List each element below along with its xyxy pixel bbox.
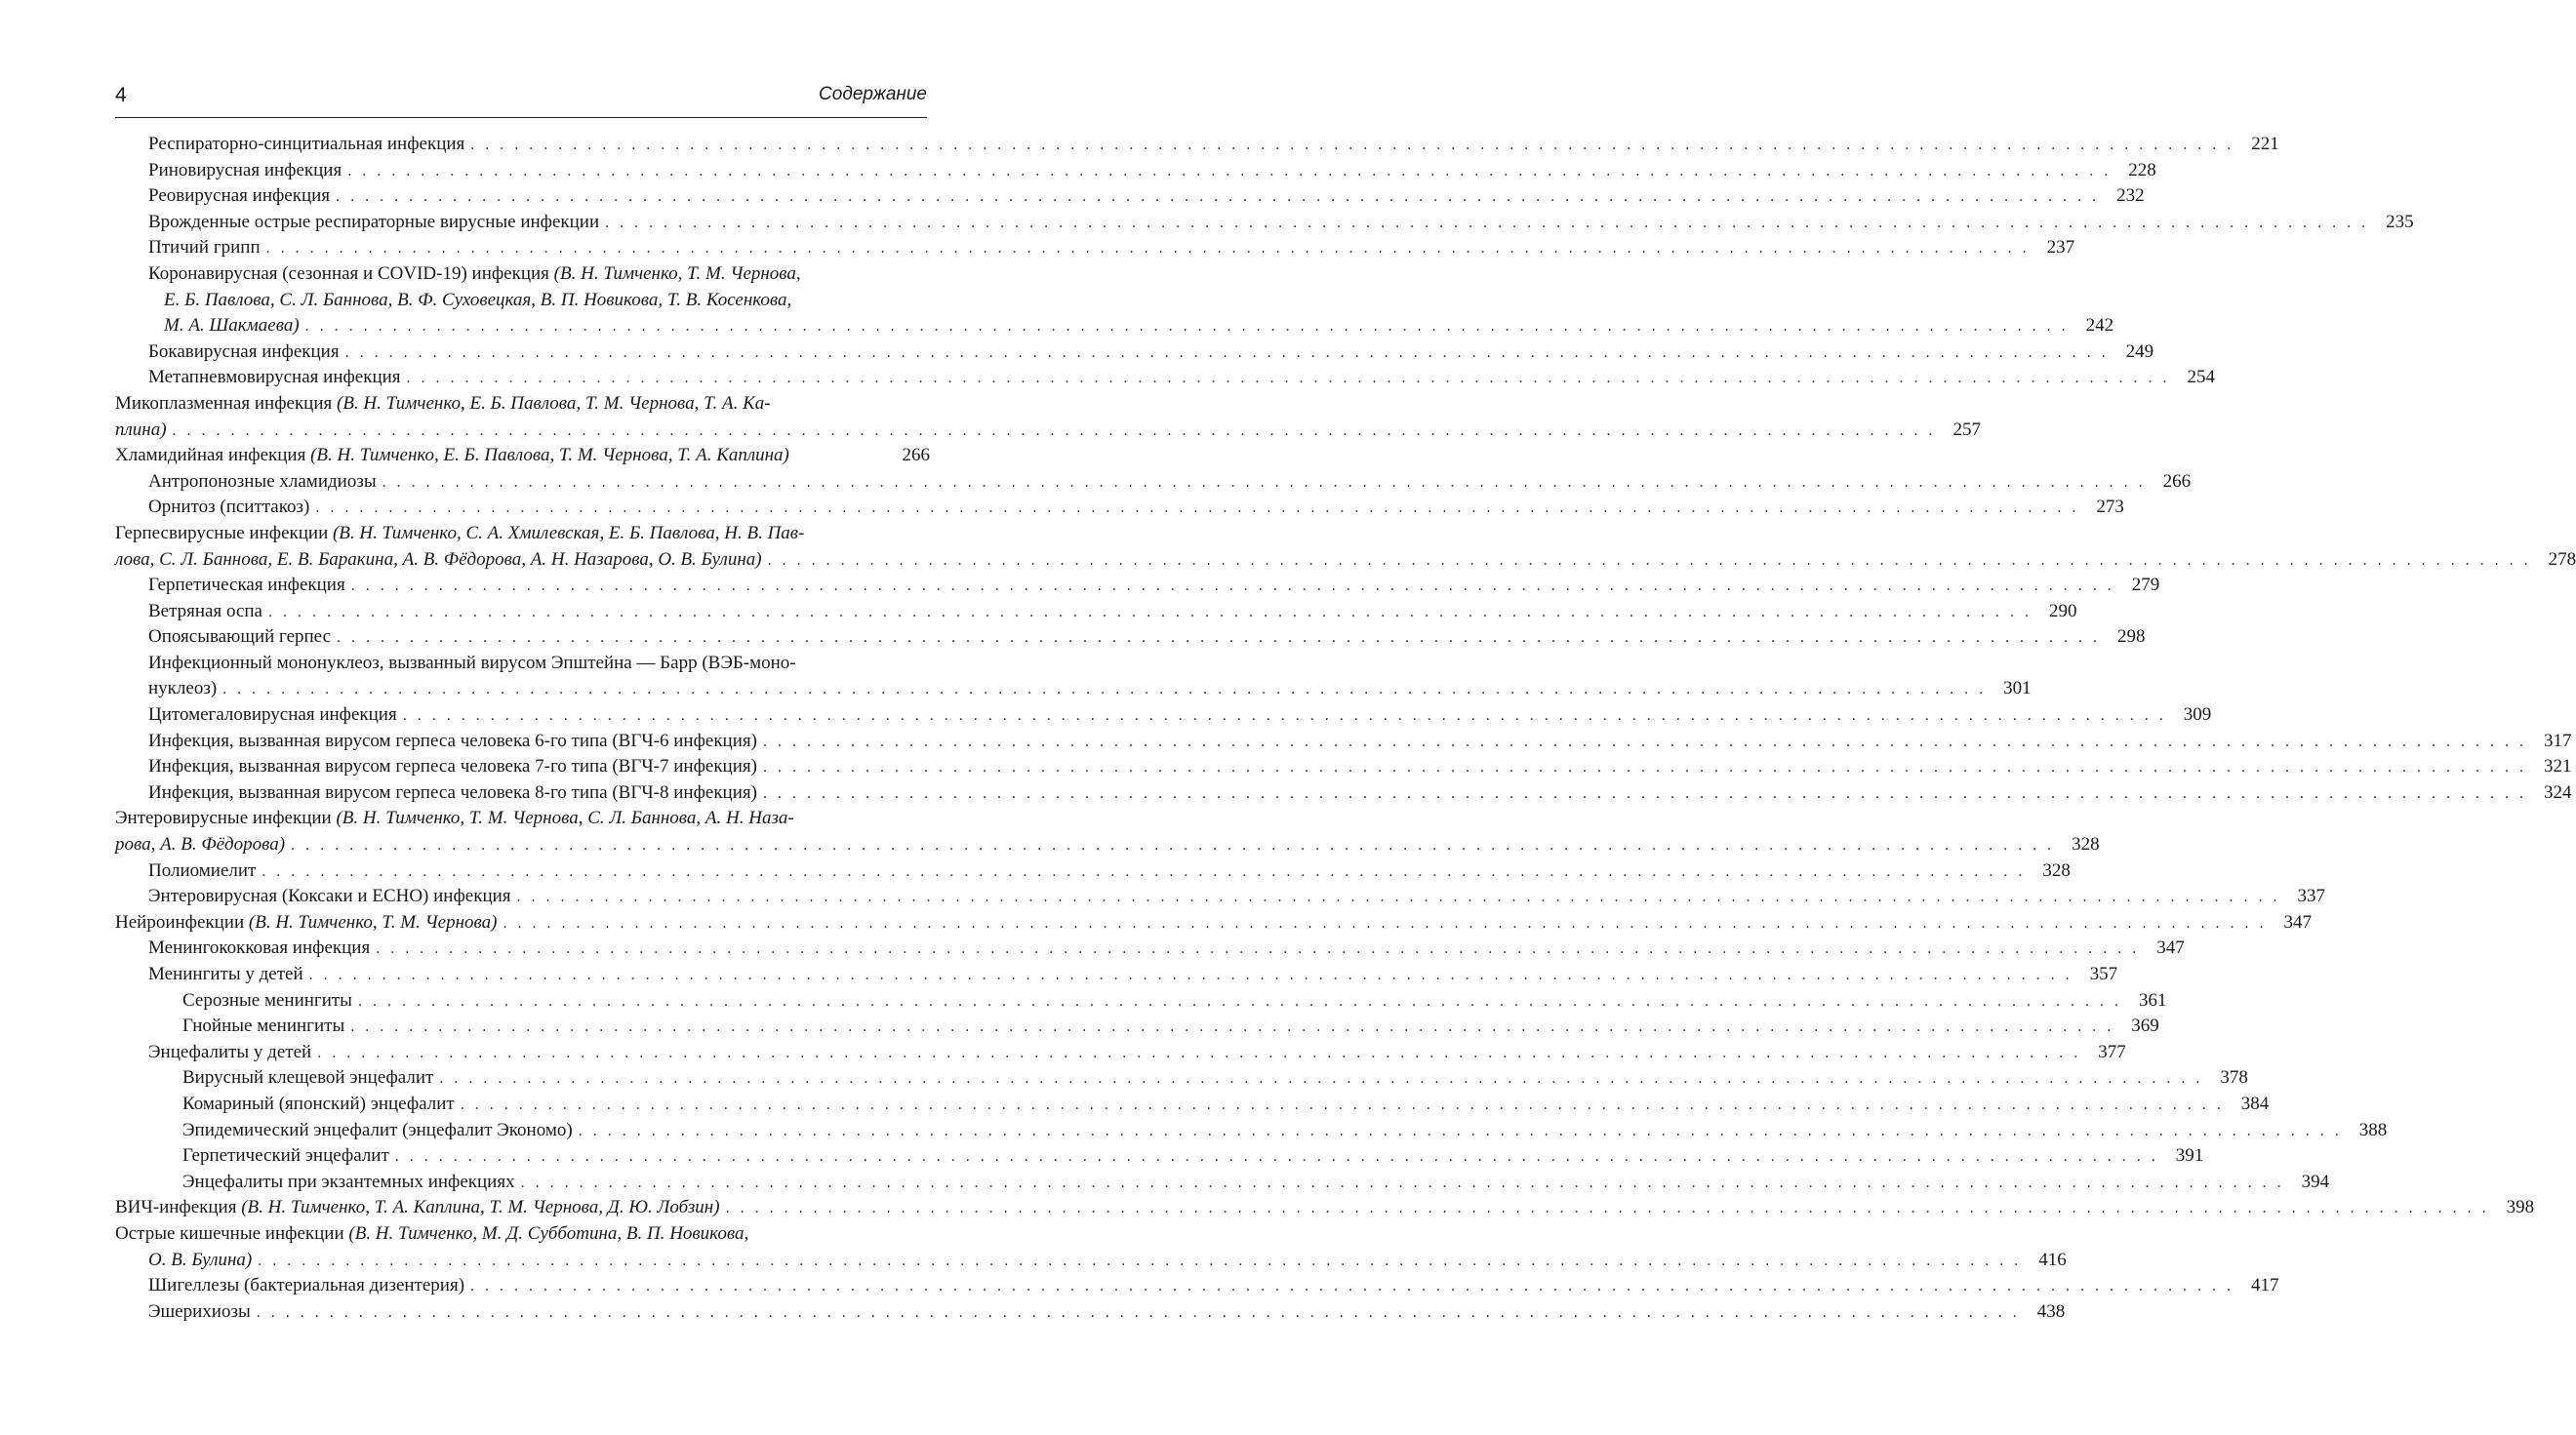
- toc-entry: [115, 1170, 2330, 1196]
- toc-entry-title: [148, 729, 757, 755]
- dot-leader: [351, 574, 2115, 600]
- dot-leader: [407, 366, 2171, 392]
- toc-entry-text: Реовирусная инфекция: [148, 185, 331, 207]
- toc-entry: [115, 702, 2212, 729]
- toc-entry-text: Энтеровирусные инфекции: [115, 808, 332, 829]
- dot-leader: [403, 703, 2167, 730]
- toc-entry-title: [148, 676, 217, 702]
- toc-entry-title: [115, 521, 891, 547]
- toc-entry-page: 235: [2386, 211, 2414, 232]
- toc-entry-text: Нейроинфекции: [115, 911, 245, 933]
- toc-entry-text: Шигеллезы (бактериальная дизентерия): [148, 1275, 465, 1296]
- toc-entry-authors: Е. Б. Павлова, С. Л. Баннова, В. Ф. Суховецкая, В. П. Новикова, Т. В. Косенкова,: [164, 289, 792, 310]
- dot-leader: [309, 963, 2073, 989]
- toc-entry-title: [182, 1143, 389, 1170]
- toc-entry-title: [148, 754, 757, 780]
- toc-entry-page: 273: [2096, 497, 2124, 518]
- toc-entry: [115, 495, 2124, 521]
- toc-entry: [115, 754, 2572, 780]
- dot-leader: [768, 548, 2532, 575]
- toc-entry-text: Инфекция, вызванная вирусом герпеса человека 7-го типа (ВГЧ-7 инфекция): [148, 756, 757, 777]
- toc-entry-text: Антропонозные хламидиозы: [148, 470, 377, 492]
- toc-entry-authors: рова, А. В. Фёдорова): [115, 834, 286, 856]
- dot-leader: [763, 781, 2527, 808]
- toc-entry: [115, 1118, 2388, 1144]
- toc-entry-title: [148, 651, 891, 677]
- toc-entry-title: [148, 702, 397, 729]
- toc-entry-title: [115, 418, 167, 444]
- toc-entry-title: [148, 183, 330, 210]
- toc-entry-title: [148, 469, 377, 496]
- toc-entry-authors: (В. Н. Тимченко, Т. М. Чернова,: [553, 262, 801, 284]
- dot-leader: [336, 184, 2100, 211]
- toc-entry-page: 438: [2036, 1300, 2066, 1322]
- toc-entry-page: 309: [2183, 704, 2212, 726]
- toc-entry-page: 290: [2048, 600, 2077, 621]
- toc-entry: [115, 313, 2114, 339]
- toc-entry-page: 337: [2297, 886, 2326, 907]
- toc-entry-title: [115, 832, 285, 858]
- toc-entry: [115, 962, 2118, 988]
- toc-entry: [115, 936, 2185, 962]
- toc-entry: [115, 1143, 2204, 1170]
- dot-leader: [317, 1041, 2081, 1067]
- toc-entry: [115, 443, 930, 469]
- dot-leader: [763, 755, 2527, 781]
- toc-entry-title: [148, 780, 757, 807]
- toc-entry-text: Коронавирусная (сезонная и COVID-19) инфекция: [148, 262, 549, 284]
- toc-entry-page: 347: [2283, 911, 2312, 933]
- toc-entry-page: 328: [2042, 859, 2071, 881]
- toc-entry-page: 394: [2301, 1171, 2330, 1192]
- toc-entry-page: 391: [2175, 1145, 2204, 1167]
- toc-entry: [115, 599, 2077, 625]
- toc-entry-text: Бокавирусная инфекция: [148, 340, 340, 362]
- toc-entry: [115, 624, 2146, 651]
- toc-entry-title: [148, 1248, 252, 1274]
- toc-entry-text: Риновирусная инфекция: [148, 159, 342, 180]
- toc-entry-page: 378: [2220, 1067, 2248, 1089]
- dot-leader: [470, 1274, 2234, 1300]
- toc-entry: [115, 418, 1982, 444]
- toc-entry-text: Орнитоз (пситтакоз): [148, 497, 310, 518]
- toc-entry-title: [182, 1065, 433, 1092]
- toc-entry-page: 266: [902, 445, 930, 466]
- toc-entry-title: [182, 1170, 515, 1196]
- toc-entry-text: Ветряная оспа: [148, 600, 262, 621]
- toc-entry: [115, 1273, 2279, 1299]
- toc-entry-authors: (В. Н. Тимченко, Т. М. Чернова, С. Л. Баннова, А. Н. Наза-: [336, 808, 794, 829]
- dot-leader: [258, 1249, 2022, 1275]
- toc-entry-authors: М. А. Шакмаева): [164, 315, 300, 337]
- dot-leader: [268, 600, 2033, 626]
- toc-entry-title: [115, 910, 497, 937]
- toc-entry-text: Хламидийная инфекция: [115, 445, 306, 466]
- toc-entry-title: [148, 962, 303, 988]
- toc-entry-text: Энцефалиты при экзантемных инфекциях: [182, 1171, 515, 1192]
- toc-entry-title: [148, 936, 370, 962]
- toc-entry-page: 301: [2003, 678, 2032, 699]
- toc-entry: [115, 132, 2279, 158]
- toc-entry: [115, 288, 930, 314]
- toc-entry-text: Менингиты у детей: [148, 964, 303, 984]
- toc-entry-title: [148, 599, 262, 625]
- toc-entry-text: Полиомиелит: [148, 859, 257, 881]
- toc-entry-page: 278: [2548, 548, 2576, 570]
- table-of-contents: [115, 132, 2576, 1325]
- toc-entry-text: ВИЧ-инфекция: [115, 1197, 237, 1218]
- toc-entry-authors: плина): [115, 419, 167, 440]
- toc-entry-page: 279: [2131, 575, 2160, 596]
- dot-leader: [395, 1144, 2159, 1171]
- toc-entry: [115, 1195, 2535, 1221]
- toc-entry-text: Вирусный клещевой энцефалит: [182, 1067, 434, 1089]
- toc-entry-page: 254: [2187, 367, 2216, 388]
- toc-entry-authors: (В. Н. Тимченко, Т. А. Каплина, Т. М. Чернова, Д. Ю. Лобзин): [241, 1197, 720, 1218]
- toc-entry-page: 317: [2543, 730, 2572, 751]
- toc-entry: [115, 365, 2216, 391]
- dot-leader: [517, 885, 2281, 911]
- dot-leader: [579, 1119, 2343, 1145]
- toc-entry: [115, 676, 2032, 702]
- toc-entry-title: [148, 210, 599, 236]
- toc-entry: [115, 521, 930, 547]
- dot-leader: [266, 236, 2031, 262]
- dot-leader: [345, 340, 2110, 367]
- toc-entry-text: Менингококковая инфекция: [148, 937, 371, 959]
- toc-entry-page: 257: [1952, 419, 1982, 440]
- toc-entry: [115, 573, 2160, 599]
- toc-entry-page: 324: [2543, 781, 2572, 803]
- toc-entry: [115, 183, 2145, 210]
- toc-entry-page: 361: [2138, 989, 2167, 1011]
- running-title: Содержание: [819, 84, 927, 104]
- toc-entry-title: [182, 1014, 344, 1040]
- toc-entry-title: [182, 1092, 455, 1118]
- dot-leader: [503, 911, 2267, 937]
- toc-entry-page: 237: [2046, 237, 2075, 259]
- toc-entry-page: 357: [2089, 964, 2118, 984]
- toc-entry-page: 228: [2128, 159, 2156, 180]
- toc-entry-title: [115, 443, 891, 469]
- toc-entry-page: 221: [2251, 134, 2279, 154]
- toc-entry-page: 377: [2098, 1041, 2126, 1062]
- toc-entry-page: 298: [2117, 626, 2146, 648]
- toc-entry-authors: лова, С. Л. Баннова, Е. В. Баракина, А. В. Фёдорова, А. Н. Назарова, О. В. Булина): [115, 548, 762, 570]
- toc-entry: [115, 780, 2572, 807]
- dot-leader: [173, 419, 1937, 445]
- toc-entry-title: [148, 858, 256, 885]
- toc-entry: [115, 547, 2576, 574]
- toc-entry-text: Микоплазменная инфекция: [115, 392, 333, 414]
- toc-entry-title: [148, 1040, 311, 1066]
- toc-entry-page: 232: [2116, 185, 2145, 207]
- dot-leader: [521, 1171, 2285, 1197]
- dot-leader: [257, 1300, 2021, 1327]
- toc-entry-text: Респираторно-синцитиальная инфекция: [148, 134, 465, 154]
- toc-entry: [115, 339, 2154, 366]
- toc-entry-title: [148, 1299, 251, 1326]
- toc-entry: [115, 858, 2071, 885]
- toc-entry-title: [148, 1273, 464, 1299]
- toc-entry-authors: (В. Н. Тимченко, М. Д. Субботина, В. П. Новикова,: [348, 1222, 749, 1244]
- toc-entry-text: Инфекция, вызванная вирусом герпеса человека 6-го типа (ВГЧ-6 инфекция): [148, 730, 757, 751]
- toc-entry-title: [148, 573, 345, 599]
- toc-entry-title: [148, 235, 261, 261]
- toc-entry-title: [164, 288, 891, 314]
- toc-entry-page: 328: [2072, 834, 2100, 856]
- toc-entry: [115, 1040, 2126, 1066]
- toc-entry-title: [182, 988, 352, 1015]
- dot-leader: [350, 1015, 2114, 1041]
- toc-entry: [115, 469, 2192, 496]
- toc-entry: [115, 988, 2167, 1015]
- dot-leader: [439, 1066, 2203, 1093]
- toc-entry-page: 388: [2358, 1119, 2388, 1140]
- toc-entry-title: [148, 365, 401, 391]
- toc-entry-title: [148, 132, 464, 158]
- toc-entry: [115, 806, 930, 832]
- toc-entry-text: Энтеровирусная (Коксаки и ЕСНО) инфекция: [148, 886, 511, 907]
- toc-entry-text: Птичий грипп: [148, 237, 261, 259]
- toc-entry-page: 242: [2085, 315, 2114, 337]
- toc-entry: [115, 261, 930, 288]
- toc-entry: [115, 1248, 2067, 1274]
- dot-leader: [605, 211, 2369, 237]
- toc-entry-title: [148, 495, 309, 521]
- toc-entry-title: [148, 158, 342, 184]
- toc-entry-text: Метапневмовирусная инфекция: [148, 367, 401, 388]
- toc-entry: [115, 391, 930, 418]
- toc-entry-text: Инфекционный мононуклеоз, вызванный вирусом Эпштейна — Барр (ВЭБ-моно-: [148, 652, 796, 673]
- dot-leader: [470, 133, 2234, 159]
- toc-entry: [115, 729, 2572, 755]
- toc-entry-page: 266: [2162, 470, 2192, 492]
- toc-entry: [115, 1014, 2159, 1040]
- toc-entry-page: 321: [2543, 756, 2572, 777]
- toc-entry-title: [148, 624, 331, 651]
- toc-entry-title: [115, 391, 891, 418]
- toc-entry-title: [182, 1118, 573, 1144]
- toc-entry-text: Врожденные острые респираторные вирусные инфекции: [148, 211, 600, 232]
- toc-entry-title: [148, 884, 511, 910]
- toc-entry-authors: (В. Н. Тимченко, Е. Б. Павлова, Т. М. Чернова, Т. А. Ка-: [337, 392, 771, 414]
- toc-entry: [115, 1065, 2248, 1092]
- toc-entry: [115, 884, 2326, 910]
- toc-entry-title: [115, 1221, 891, 1248]
- toc-entry-text: Цитомегаловирусная инфекция: [148, 704, 397, 726]
- page-header: [115, 84, 927, 118]
- toc-entry-title: [148, 261, 891, 288]
- toc-entry: [115, 832, 2100, 858]
- dot-leader: [461, 1093, 2225, 1119]
- dot-leader: [726, 1196, 2490, 1222]
- toc-entry-page: 249: [2125, 340, 2154, 362]
- toc-entry-page: 416: [2038, 1249, 2067, 1270]
- toc-entry-text: Герпетическая инфекция: [148, 575, 345, 596]
- dot-leader: [222, 677, 1987, 703]
- toc-entry-text: Острые кишечные инфекции: [115, 1222, 344, 1244]
- toc-entry-text: Комариный (японский) энцефалит: [182, 1093, 455, 1114]
- toc-entry-title: [148, 339, 340, 366]
- toc-entry: [115, 158, 2156, 184]
- toc-entry: [115, 1299, 2066, 1326]
- toc-entry-text: Серозные менингиты: [182, 989, 352, 1011]
- dot-leader: [763, 730, 2527, 756]
- toc-entry-page: 417: [2251, 1275, 2279, 1296]
- dot-leader: [291, 833, 2055, 859]
- toc-entry: [115, 210, 2414, 236]
- dot-leader: [358, 989, 2122, 1016]
- dot-leader: [315, 496, 2079, 522]
- toc-entry: [115, 910, 2312, 937]
- toc-entry-text: нуклеоз): [148, 678, 218, 699]
- toc-entry-text: Герпетический энцефалит: [182, 1145, 389, 1167]
- toc-entry-title: [115, 1195, 720, 1221]
- toc-entry-page: 369: [2131, 1016, 2159, 1037]
- toc-entry-authors: О. В. Булина): [148, 1249, 253, 1270]
- toc-entry: [115, 651, 930, 677]
- toc-entry-authors: (В. Н. Тимченко, Т. М. Чернова): [248, 911, 498, 933]
- dot-leader: [347, 159, 2112, 185]
- toc-entry-title: [115, 547, 762, 574]
- toc-entry-text: Эпидемический энцефалит (энцефалит Экономо): [182, 1119, 573, 1140]
- toc-entry-title: [164, 313, 300, 339]
- toc-entry-text: Инфекция, вызванная вирусом герпеса человека 8-го типа (ВГЧ-8 инфекция): [148, 781, 757, 803]
- dot-leader: [376, 937, 2140, 963]
- toc-entry: [115, 1092, 2270, 1118]
- toc-entry: [115, 235, 2075, 261]
- dot-leader: [305, 314, 2070, 340]
- toc-entry-page: 398: [2506, 1197, 2535, 1218]
- toc-entry-text: Эшерихиозы: [148, 1300, 251, 1322]
- toc-entry-authors: (В. Н. Тимченко, Е. Б. Павлова, Т. М. Чернова, Т. А. Каплина): [310, 445, 789, 466]
- toc-entry-text: Опоясывающий герпес: [148, 626, 332, 648]
- toc-entry-text: Герпесвирусные инфекции: [115, 522, 329, 543]
- dot-leader: [262, 859, 2026, 886]
- toc-entry-authors: (В. Н. Тимченко, С. А. Хмилевская, Е. Б. Павлова, Н. В. Пав-: [332, 522, 805, 543]
- dot-leader: [337, 625, 2101, 652]
- toc-entry: [115, 1221, 930, 1248]
- toc-entry-page: 384: [2240, 1093, 2270, 1114]
- toc-entry-title: [115, 806, 891, 832]
- toc-entry-page: 347: [2156, 937, 2185, 959]
- page-number: 4: [115, 84, 127, 106]
- toc-entry-text: Энцефалиты у детей: [148, 1041, 312, 1062]
- toc-entry-text: Гнойные менингиты: [182, 1016, 345, 1037]
- dot-leader: [382, 470, 2147, 497]
